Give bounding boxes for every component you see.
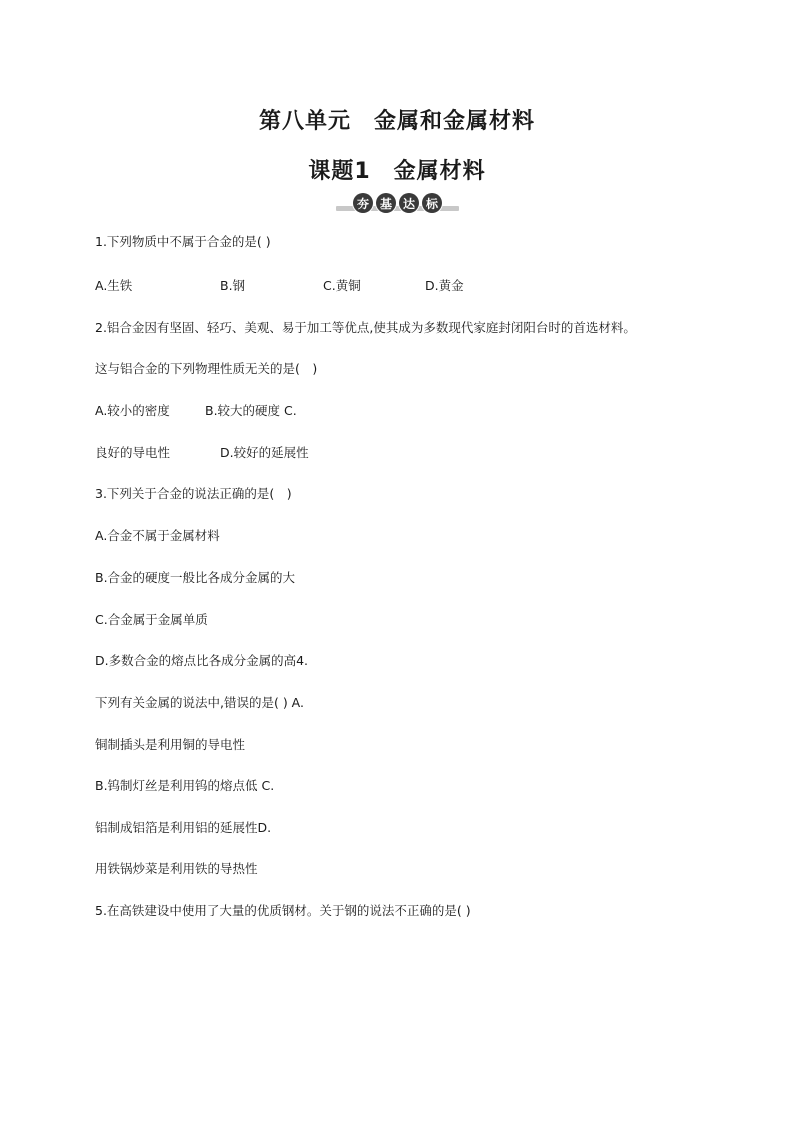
section-badge [336,193,459,213]
q4-line-1: 下列有关金属的说法中,错误的是( ) A. [95,695,304,710]
badge-char-2: 基 [376,193,396,213]
q4-line-5: 用铁锅炒菜是利用铁的导热性 [95,861,258,876]
q4-line-4: 铝制成铝箔是利用铝的延展性D. [95,820,272,835]
unit-title: 第八单元 金属和金属材料 [258,109,535,134]
q2-option-c: 良好的导电性 [95,445,171,460]
badge-char-4: 标 [422,193,442,213]
lesson-title: 课题1 金属材料 [308,159,486,184]
q1-option-d: D.黄金 [425,278,464,293]
q4-line-2: 铜制插头是利用铜的导电性 [95,737,246,752]
q3-option-c: C.合金属于金属单质 [95,612,208,627]
q2-stem-line1: 2.铝合金因有坚固、轻巧、美观、易于加工等优点,使其成为多数现代家庭封闭阳台时的首选材料。 [95,320,636,335]
q5-stem: 5.在高铁建设中使用了大量的优质钢材。关于钢的说法不正确的是( ) [95,903,471,918]
q1-option-a: A.生铁 [95,278,133,293]
q3-option-a: A.合金不属于金属材料 [95,528,220,543]
q3-option-d: D.多数合金的熔点比各成分金属的高4. [95,653,309,668]
badge-char-1: 夯 [353,193,373,213]
q1-stem: 1.下列物质中不属于合金的是( ) [95,234,271,249]
q2-option-d: D.较好的延展性 [220,445,309,460]
q2-option-a: A.较小的密度 [95,403,170,418]
q3-stem: 3.下列关于合金的说法正确的是( ) [95,486,292,501]
q1-option-c: C.黄铜 [323,278,361,293]
badge-char-3: 达 [399,193,419,213]
q4-line-3: B.钨制灯丝是利用钨的熔点低 C. [95,778,275,793]
q1-option-b: B.钢 [220,278,246,293]
q2-option-b: B.较大的硬度 C. [205,403,297,418]
q3-option-b: B.合金的硬度一般比各成分金属的大 [95,570,296,585]
q2-stem-line2: 这与铝合金的下列物理性质无关的是( ) [95,361,318,376]
